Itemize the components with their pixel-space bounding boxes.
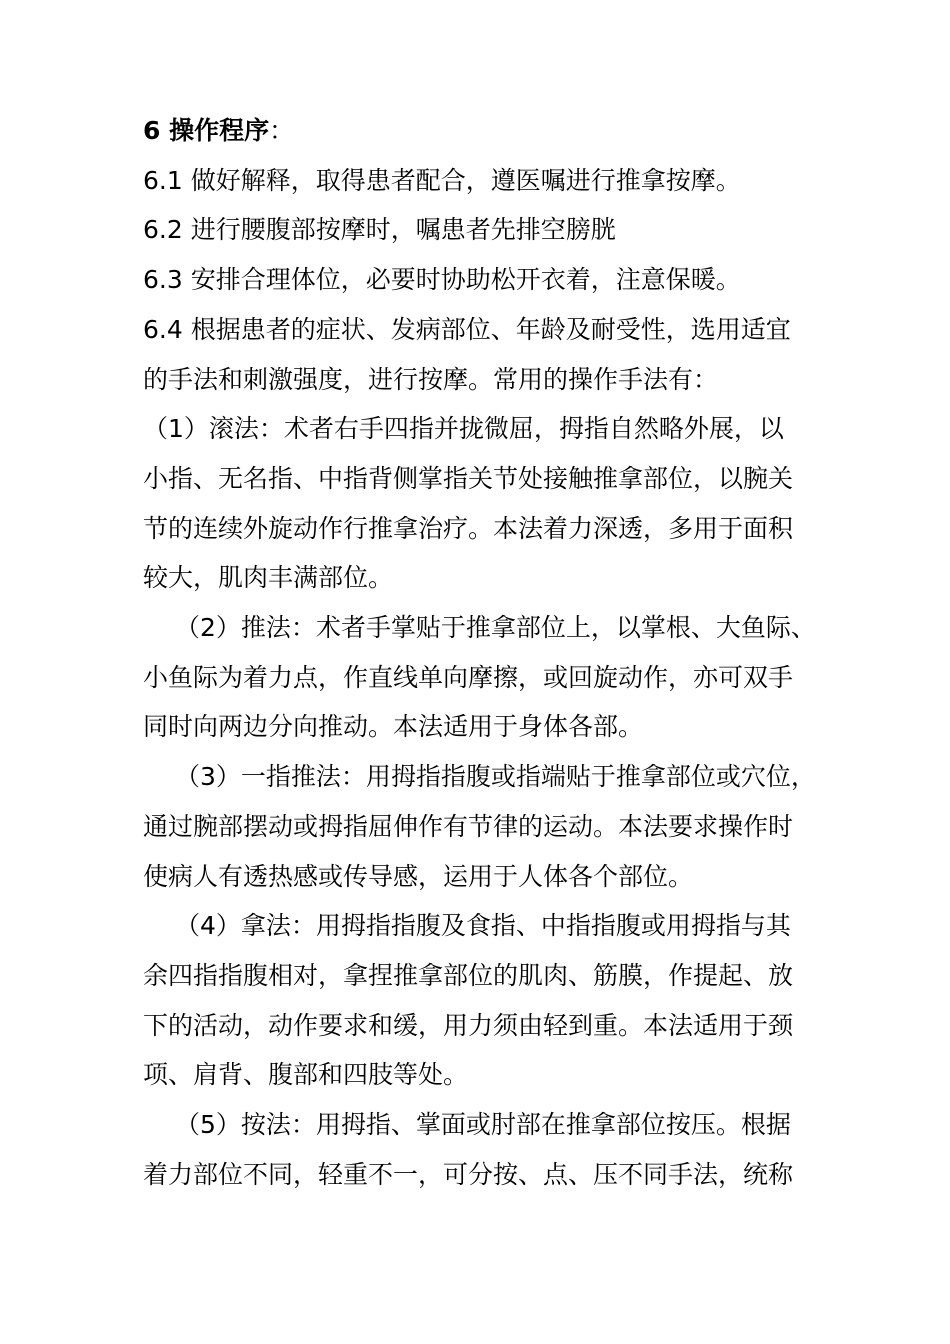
text-line: 下的活动，动作要求和缓，用力须由轻到重。本法适用于颈 — [143, 1011, 794, 1040]
text-line: 同时向两边分向推动。本法适用于身体各部。 — [143, 712, 644, 741]
text-line: 小鱼际为着力点，作直线单向摩擦，或回旋动作，亦可双手 — [143, 663, 794, 692]
text-line: 6.3 安排合理体位，必要时协助松开衣着，注意保暖。 — [143, 265, 741, 294]
text-line: （5）按法：用拇指、掌面或肘部在推拿部位按压。根据 — [175, 1110, 791, 1139]
text-line: （3）一指推法：用拇指指腹或指端贴于推拿部位或穴位， — [175, 762, 816, 791]
text-line: 小指、无名指、中指背侧掌指关节处接触推拿部位，以腕关 — [143, 464, 794, 493]
text-line: 余四指指腹相对，拿捏推拿部位的肌肉、筋膜，作提起、放 — [143, 961, 794, 990]
text-line: 项、肩背、腹部和四肢等处。 — [143, 1060, 469, 1089]
section-heading — [143, 114, 294, 148]
text-line: 的手法和刺激强度，进行按摩。常用的操作手法有： — [143, 365, 719, 394]
text-line: 节的连续外旋动作行推拿治疗。本法着力深透，多用于面积 — [143, 514, 794, 543]
text-line: 6.1 做好解释，取得患者配合，遵医嘱进行推拿按摩。 — [143, 166, 741, 195]
text-line: 较大，肌肉丰满部位。 — [143, 563, 394, 592]
section-heading-colon: ： — [269, 116, 295, 145]
section-heading-title: 6 操作程序 — [143, 116, 270, 145]
text-line: （1）滚法：术者右手四指并拢微屈，拇指自然略外展，以 — [143, 414, 784, 443]
text-line: 着力部位不同，轻重不一，可分按、点、压不同手法，统称 — [143, 1160, 794, 1189]
text-line: 6.2 进行腰腹部按摩时，嘱患者先排空膀胱 — [143, 215, 616, 244]
text-line: （4）拿法：用拇指指腹及食指、中指指腹或用拇指与其 — [175, 911, 791, 940]
text-line: （2）推法：术者手掌贴于推拿部位上，以掌根、大鱼际、 — [175, 613, 816, 642]
text-line: 通过腕部摆动或拇指屈伸作有节律的运动。本法要求操作时 — [143, 812, 794, 841]
text-line: 使病人有透热感或传导感，运用于人体各个部位。 — [143, 862, 694, 891]
text-line: 6.4 根据患者的症状、发病部位、年龄及耐受性，选用适宜 — [143, 315, 791, 344]
